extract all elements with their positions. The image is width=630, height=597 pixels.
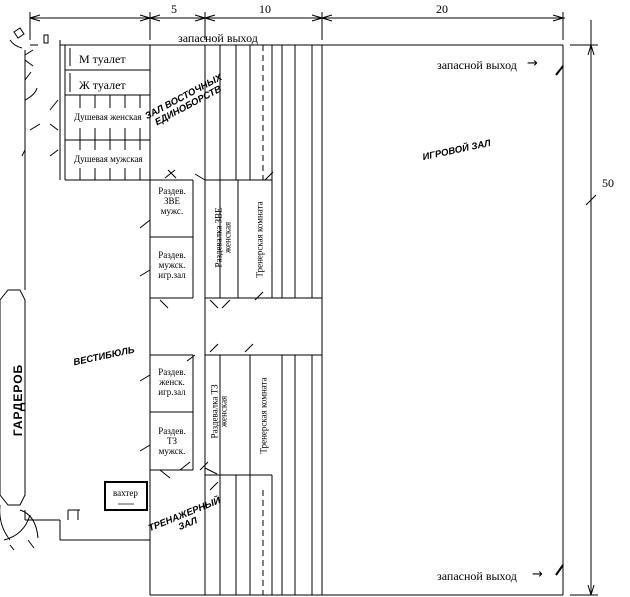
room-label-coach-room-1: Тренерская комната	[254, 201, 265, 278]
corridor-lines	[250, 45, 322, 595]
room-label-wardrobe: ГАРДЕРОБ	[11, 363, 26, 437]
arrow-right-icon: →	[532, 567, 543, 582]
room-label-locker-tz-m: Раздев. ТЗ мужск.	[158, 426, 186, 456]
room-label-toilet-m: М туалет	[79, 52, 126, 66]
room-label-shower-m: Душевая мужская	[74, 154, 143, 164]
dimension-5: 5	[171, 2, 177, 16]
dimension-lines	[30, 12, 598, 595]
room-label-gym: ТРЕНАЖЕРНЫЙ ЗАЛ	[146, 495, 223, 535]
room-label-shower-w: Душевая женская	[74, 112, 142, 122]
room-label-toilet-w: Ж туалет	[79, 78, 126, 92]
exit-label-top: запасной выход	[178, 31, 258, 45]
room-label-locker-game-w: Раздев. женск. игр.зал	[158, 367, 186, 397]
room-label-locker-game-m: Раздев. мужск. игр.зал	[158, 250, 186, 280]
room-label-watchman: вахтер	[113, 488, 138, 498]
dimension-20: 20	[436, 2, 448, 16]
room-label-game-hall: ИГРОВОЙ ЗАЛ	[421, 137, 492, 164]
exit-label-right-top: запасной выход	[437, 58, 517, 72]
room-label-locker-zve-w: Раздевалка ЗВЕ женская	[213, 207, 233, 268]
exit-door-marks	[556, 66, 563, 575]
arrow-right-icon: →	[527, 56, 538, 71]
room-label-locker-tz-w: Раздевалка ТЗ женская	[209, 384, 229, 439]
room-label-locker-zve-m: Раздев. ЗВЕ мужс.	[158, 186, 186, 216]
room-label-lobby: ВЕСТИБЮЛЬ	[72, 344, 136, 369]
room-label-coach-room-2: Тренерская комната	[258, 377, 269, 454]
exit-label-bottom: запасной выход	[437, 569, 517, 583]
dimension-10: 10	[259, 2, 271, 16]
room-label-hall-east: ЗАЛ ВОСТОЧНЫХ ЕДИНОБОРСТВ	[143, 72, 224, 128]
dimension-50: 50	[602, 176, 614, 190]
